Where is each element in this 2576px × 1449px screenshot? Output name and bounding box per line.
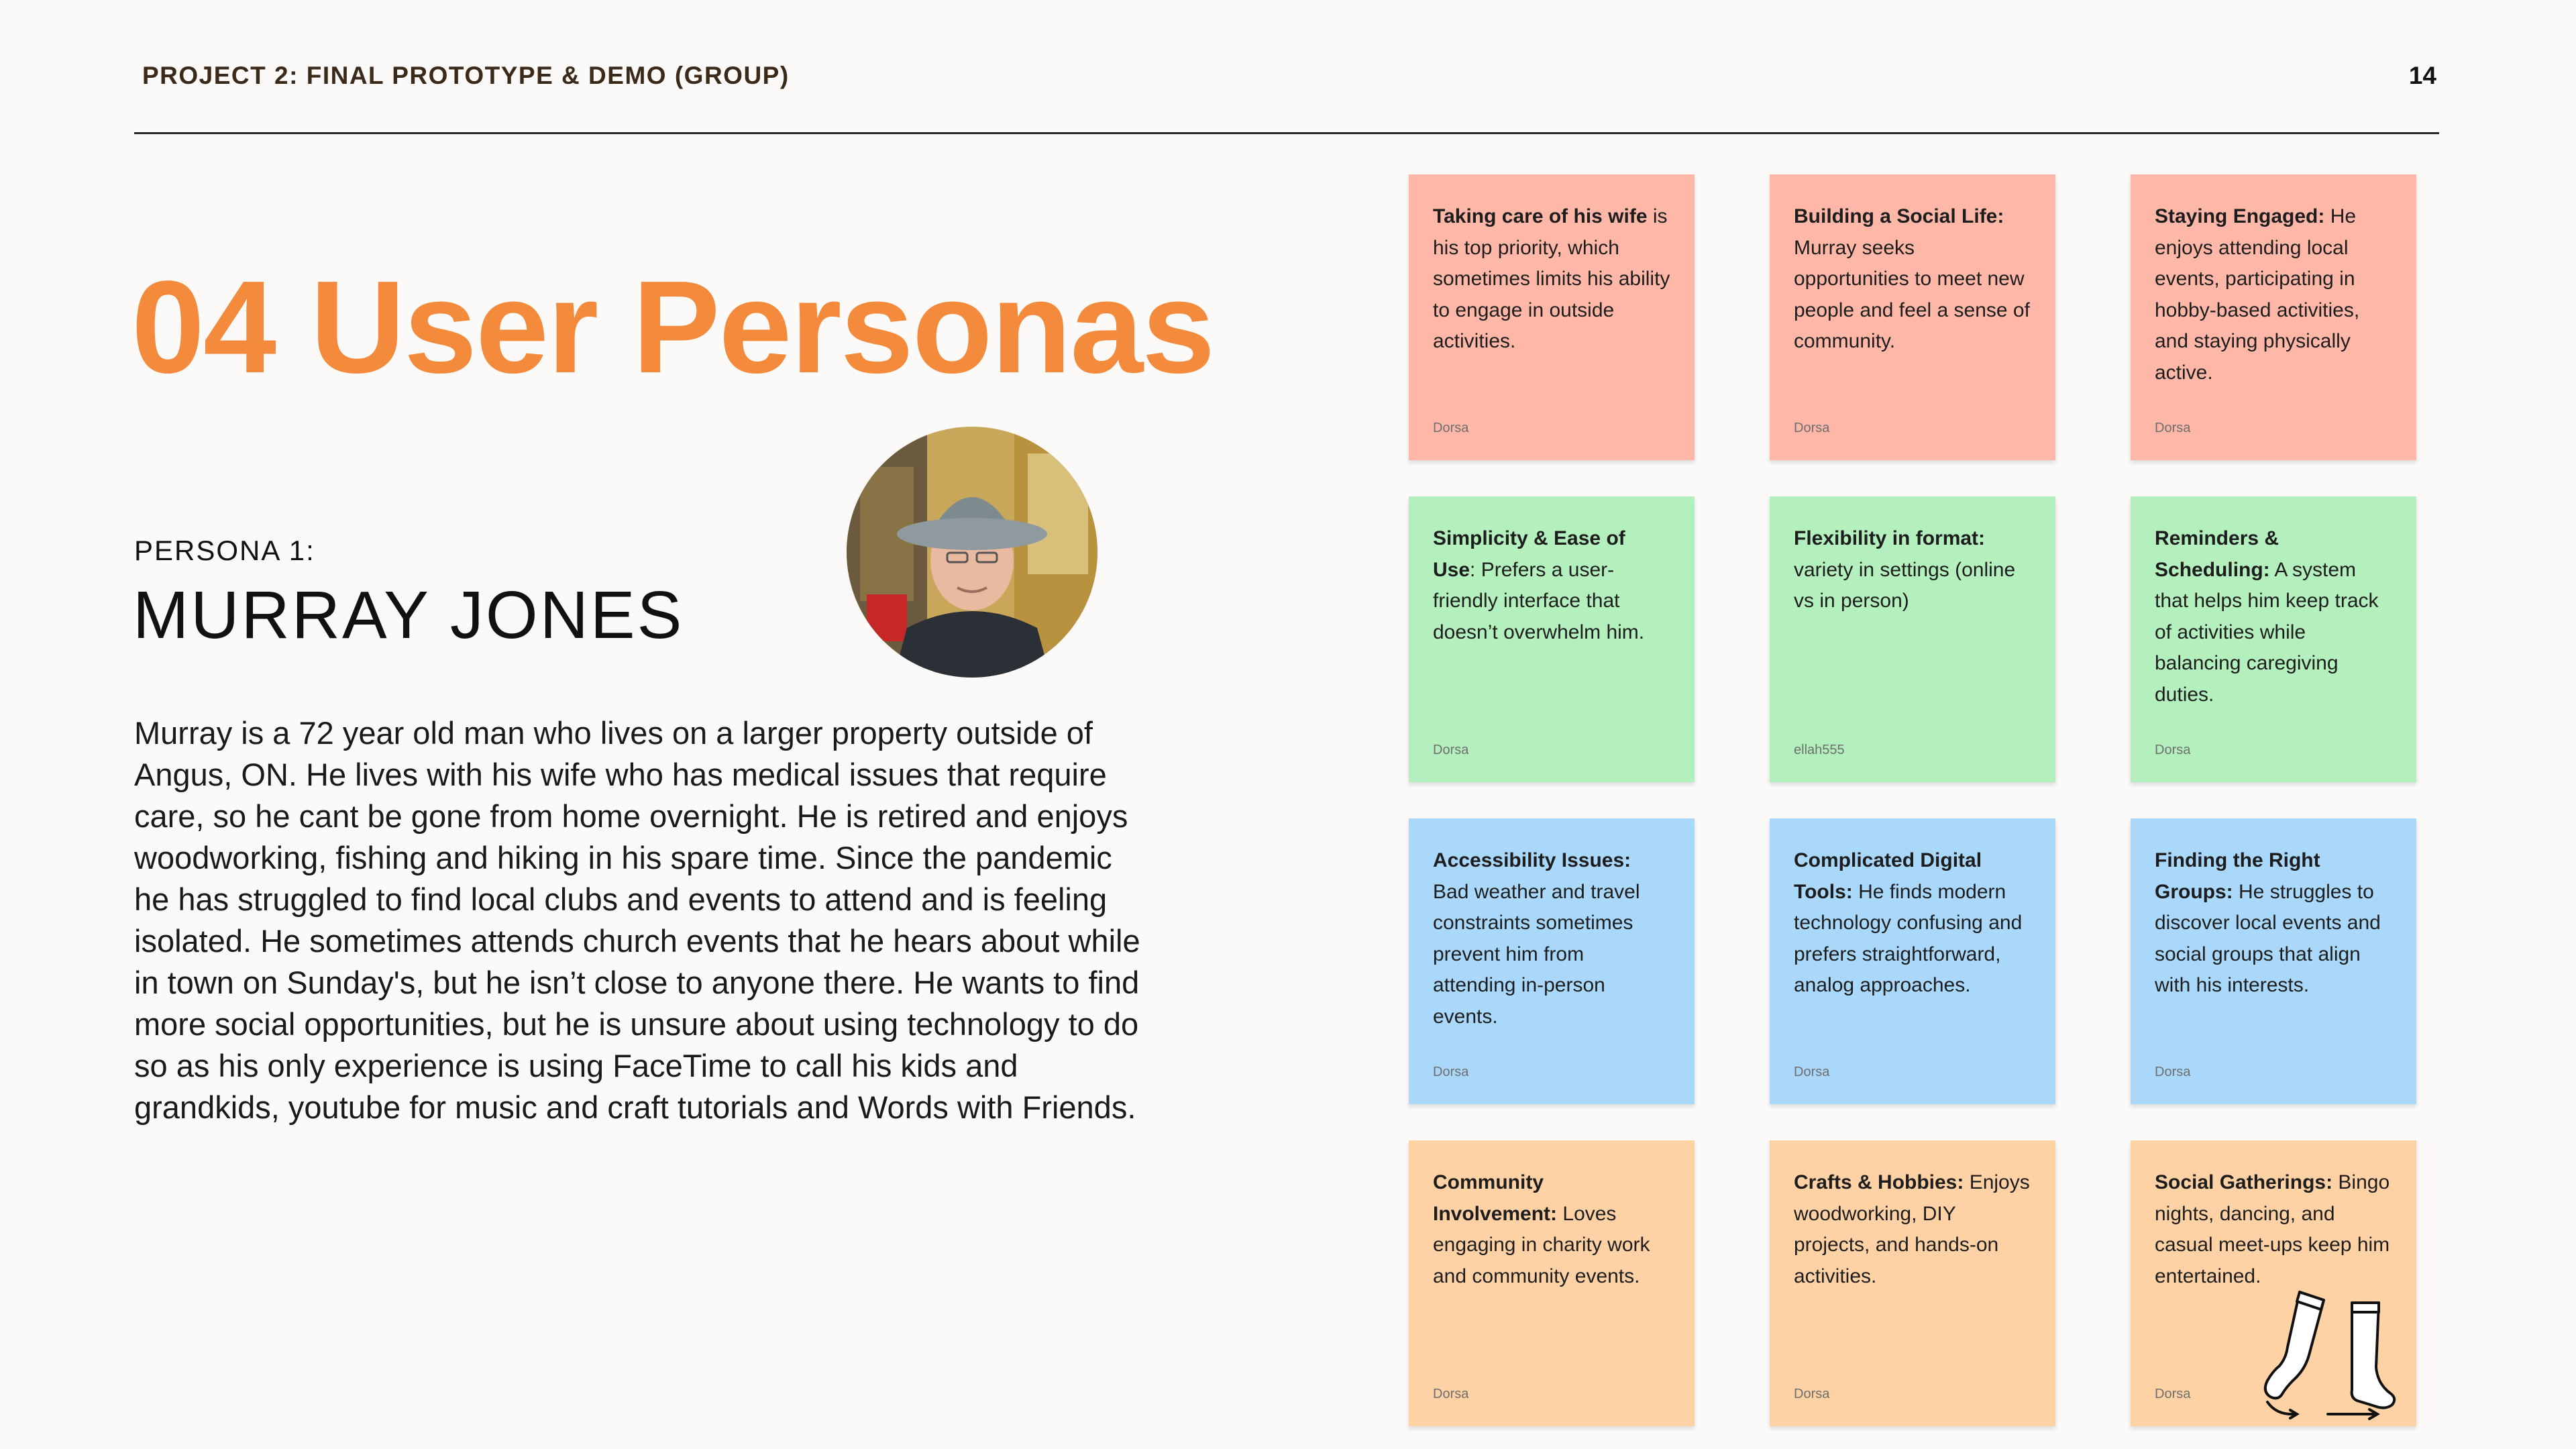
- sticky-note-body: is his top priority, which sometimes limits his ability to engage in outside activities.: [1433, 205, 1670, 352]
- sticky-note-text: [2155, 201, 2392, 388]
- sticky-note[interactable]: [2131, 496, 2416, 782]
- sticky-note-heading: Building a Social Life:: [1794, 205, 2004, 227]
- sticky-note[interactable]: [1409, 1140, 1695, 1426]
- sticky-note-body: He finds modern technology confusing and prefers straightforward, analog approaches.: [1794, 880, 2023, 996]
- sticky-note-text: [1794, 201, 2031, 358]
- sticky-note-author: Dorsa: [2155, 1065, 2191, 1079]
- sticky-note-text: [1433, 523, 1670, 648]
- page-number: 14: [2408, 62, 2436, 89]
- sticky-note-author: Dorsa: [2155, 1387, 2191, 1401]
- sticky-note-heading: Crafts & Hobbies:: [1794, 1171, 1964, 1193]
- sticky-note-heading: Reminders & Scheduling:: [2155, 527, 2279, 581]
- sticky-note-body: He struggles to discover local events and social groups that align with his interests.: [2155, 880, 2381, 996]
- sticky-note-heading: Flexibility in format:: [1794, 527, 1986, 549]
- sticky-notes-board: [1409, 174, 2416, 1426]
- sticky-note[interactable]: [1770, 818, 2055, 1104]
- sticky-note-author: Dorsa: [2155, 421, 2191, 435]
- socks-doodle-icon: [2258, 1283, 2412, 1424]
- sticky-note[interactable]: [2131, 174, 2416, 460]
- sticky-note-author: Dorsa: [2155, 743, 2191, 757]
- sticky-note-heading: Finding the Right Groups:: [2155, 849, 2320, 903]
- sticky-note[interactable]: [1409, 174, 1695, 460]
- sticky-note-text: [1794, 523, 2031, 617]
- sticky-note-text: [1433, 1167, 1670, 1292]
- sticky-note[interactable]: [1770, 1140, 2055, 1426]
- persona-photo-illustration: [847, 427, 1097, 678]
- sticky-note-heading: Staying Engaged:: [2155, 205, 2325, 227]
- sticky-note-author: Dorsa: [1433, 743, 1469, 757]
- sticky-note-body: A system that helps him keep track of activities while balancing caregiving duties.: [2155, 558, 2379, 706]
- slide-header-title: PROJECT 2: FINAL PROTOTYPE & DEMO (GROUP): [142, 62, 790, 89]
- sticky-note-author: Dorsa: [1794, 1387, 1830, 1401]
- sticky-note-text: [2155, 845, 2392, 1002]
- sticky-note-body: Loves engaging in charity work and community events.: [1433, 1202, 1650, 1287]
- sticky-note-body: He enjoys attending local events, participating in hobby-based activities, and staying physically active.: [2155, 205, 2360, 384]
- sticky-note-text: [1794, 845, 2031, 1002]
- sticky-note-body: Bad weather and travel constraints sometimes prevent him from attending in-person events.: [1433, 880, 1640, 1028]
- sticky-note-text: [1794, 1167, 2031, 1292]
- sticky-note-text: [1433, 845, 1670, 1032]
- sticky-note[interactable]: [2131, 818, 2416, 1104]
- persona-bio: Murray is a 72 year old man who lives on a larger property outside of Angus, ON. He lives with his wife who has medical issues that require care, so he cant be gone from home overnight. He is retired and enjoys woodworking, fishing and hiking in his spare time. Since the pandemic he has struggled to find local clubs and events to attend and is feeling isolated. He sometimes attends church events that he hears about while in town on Sunday's, but he isn’t close to anyone there. He wants to find more social opportunities, but he is unsure about using technology to do so as his only experience is using FaceTime to call his kids and grandkids, youtube for music and craft tutorials and Words with Friends.: [134, 715, 1140, 1125]
- sticky-note-heading: Taking care of his wife: [1433, 205, 1648, 227]
- sticky-note[interactable]: [1770, 496, 2055, 782]
- sticky-note-author: Dorsa: [1794, 421, 1830, 435]
- sticky-note-heading: Complicated Digital Tools:: [1794, 849, 1982, 903]
- sticky-note-author: Dorsa: [1433, 1387, 1469, 1401]
- persona-photo: [847, 427, 1097, 678]
- sticky-note-heading: Accessibility Issues:: [1433, 849, 1631, 871]
- sticky-note-heading: Simplicity & Ease of Use: [1433, 527, 1625, 581]
- persona-name: MURRAY JONES: [133, 578, 684, 653]
- sticky-note-text: [2155, 523, 2392, 710]
- sticky-note-body: Bingo nights, dancing, and casual meet-ups keep him entertained.: [2155, 1171, 2390, 1287]
- sticky-note-text: [1433, 201, 1670, 358]
- sticky-note-author: ellah555: [1794, 743, 1845, 757]
- page-title: 04 User Personas: [131, 254, 1214, 400]
- sticky-note[interactable]: [1409, 496, 1695, 782]
- sticky-note[interactable]: [1409, 818, 1695, 1104]
- sticky-note-heading: Social Gatherings:: [2155, 1171, 2333, 1193]
- persona-label: PERSONA 1:: [134, 535, 315, 566]
- sticky-note-author: Dorsa: [1433, 1065, 1469, 1079]
- sticky-note-body: Enjoys woodworking, DIY projects, and hands-on activities.: [1794, 1171, 2030, 1287]
- header-divider: [134, 132, 2439, 134]
- sticky-note-body: variety in settings (online vs in person): [1794, 558, 2016, 612]
- sticky-note-body: Murray seeks opportunities to meet new people and feel a sense of community.: [1794, 236, 2030, 352]
- sticky-note[interactable]: [1770, 174, 2055, 460]
- sticky-note-text: [2155, 1167, 2392, 1292]
- sticky-note-heading: Community Involvement:: [1433, 1171, 1558, 1225]
- sticky-note-author: Dorsa: [1433, 421, 1469, 435]
- sticky-note-author: Dorsa: [1794, 1065, 1830, 1079]
- sticky-note-body: : Prefers a user-friendly interface that doesn’t overwhelm him.: [1433, 558, 1645, 643]
